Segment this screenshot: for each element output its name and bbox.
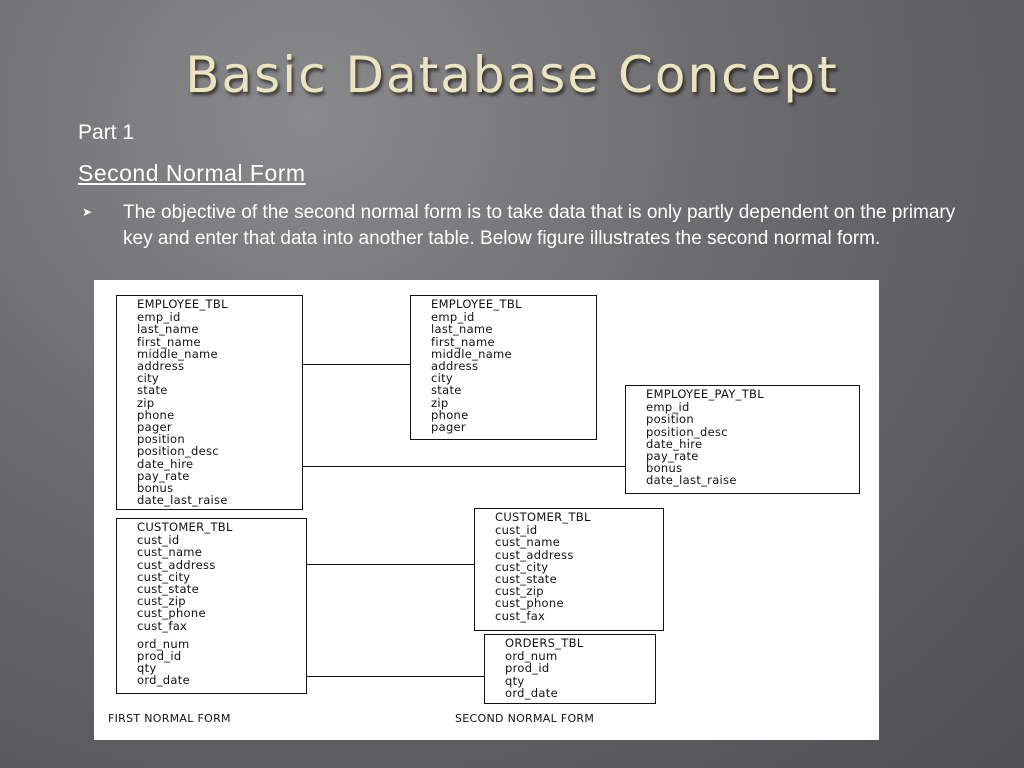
table-field: date_hire bbox=[646, 436, 703, 451]
field-list bbox=[137, 534, 306, 632]
table-field: state bbox=[431, 383, 462, 398]
table-field: cust_city bbox=[137, 569, 191, 584]
table-field: position_desc bbox=[137, 444, 219, 459]
table-field: cust_state bbox=[495, 572, 557, 587]
table-field: address bbox=[137, 359, 185, 374]
table-field: date_last_raise bbox=[137, 493, 228, 508]
table-field: date_hire bbox=[137, 456, 194, 471]
table-field: position_desc bbox=[646, 424, 728, 439]
table-field: ord_date bbox=[137, 673, 190, 688]
table-field: emp_id bbox=[137, 310, 181, 325]
table-field: pay_rate bbox=[137, 468, 190, 483]
table-field: cust_address bbox=[495, 547, 574, 562]
table-field: ord_num bbox=[505, 649, 558, 664]
table-field: qty bbox=[137, 661, 157, 676]
table-field: qty bbox=[505, 673, 525, 688]
table-field: ord_num bbox=[137, 636, 190, 651]
table-field: date_last_raise bbox=[646, 473, 737, 488]
table-field: pay_rate bbox=[646, 449, 699, 464]
normalization-figure bbox=[94, 280, 879, 740]
table-name: CUSTOMER_TBL bbox=[495, 510, 591, 524]
table-field: cust_state bbox=[137, 582, 199, 597]
field-list bbox=[431, 311, 596, 433]
table-field: bonus bbox=[646, 461, 683, 476]
table-name: ORDERS_TBL bbox=[505, 636, 584, 650]
table-field: prod_id bbox=[505, 661, 550, 676]
table-field: pager bbox=[137, 420, 172, 435]
connector-line bbox=[303, 364, 410, 365]
table-field: position bbox=[646, 412, 694, 427]
field-list bbox=[505, 650, 655, 699]
table-name: CUSTOMER_TBL bbox=[137, 520, 233, 534]
table-name: EMPLOYEE_TBL bbox=[431, 297, 522, 311]
table-field: emp_id bbox=[431, 310, 475, 325]
table-field: cust_phone bbox=[137, 606, 206, 621]
table-field: middle_name bbox=[137, 346, 218, 361]
table-field: cust_zip bbox=[495, 584, 544, 599]
table-field: state bbox=[137, 383, 168, 398]
table-name: EMPLOYEE_PAY_TBL bbox=[646, 387, 764, 401]
part-label: Part 1 bbox=[78, 121, 135, 144]
second-nf-customer-table bbox=[474, 508, 664, 631]
table-field: cust_id bbox=[495, 523, 538, 538]
table-field: cust_fax bbox=[137, 618, 188, 633]
second-nf-employee-table bbox=[410, 295, 597, 440]
table-field: pager bbox=[431, 420, 466, 435]
table-name: EMPLOYEE_TBL bbox=[137, 297, 228, 311]
table-field: last_name bbox=[431, 322, 493, 337]
table-field: zip bbox=[431, 395, 449, 410]
table-field: cust_name bbox=[137, 545, 203, 560]
table-field: prod_id bbox=[137, 649, 182, 664]
table-field: cust_phone bbox=[495, 596, 564, 611]
bullet-text: The objective of the second normal form is to take data that is only partly dependent on the primary key and enter that data into another table. Below figure illustrates the second normal form. bbox=[123, 202, 956, 249]
arrow-bullet-icon: ➤ bbox=[82, 205, 93, 219]
table-field: first_name bbox=[137, 334, 201, 349]
table-field: city bbox=[137, 371, 160, 386]
connector-line bbox=[307, 676, 484, 677]
first-nf-employee-table bbox=[116, 295, 303, 510]
second-nf-employee-pay-table bbox=[625, 385, 860, 494]
field-list bbox=[495, 524, 663, 622]
connector-line bbox=[303, 466, 625, 467]
connector-line bbox=[307, 564, 474, 565]
table-field: phone bbox=[137, 407, 175, 422]
table-field: cust_city bbox=[495, 559, 549, 574]
caption-first-normal-form: FIRST NORMAL FORM bbox=[108, 712, 231, 725]
table-field: middle_name bbox=[431, 346, 512, 361]
table-field: cust_name bbox=[495, 535, 561, 550]
table-field: ord_date bbox=[505, 685, 558, 700]
section-heading: Second Normal Form bbox=[78, 160, 306, 186]
slide-title: Basic Database Concept bbox=[185, 46, 839, 104]
table-field: phone bbox=[431, 407, 469, 422]
table-field: cust_address bbox=[137, 557, 216, 572]
second-nf-orders-table bbox=[484, 634, 656, 704]
table-field: bonus bbox=[137, 481, 174, 496]
table-field: zip bbox=[137, 395, 155, 410]
table-field: position bbox=[137, 432, 185, 447]
table-field: cust_id bbox=[137, 533, 180, 548]
table-field: emp_id bbox=[646, 400, 690, 415]
table-field: address bbox=[431, 359, 479, 374]
field-list-orders bbox=[137, 638, 306, 687]
field-list bbox=[646, 401, 859, 486]
table-field: last_name bbox=[137, 322, 199, 337]
table-field: city bbox=[431, 371, 454, 386]
caption-second-normal-form: SECOND NORMAL FORM bbox=[455, 712, 595, 725]
field-list bbox=[137, 311, 302, 506]
table-field: cust_fax bbox=[495, 608, 546, 623]
table-field: cust_zip bbox=[137, 594, 186, 609]
table-field: first_name bbox=[431, 334, 495, 349]
first-nf-customer-table bbox=[116, 518, 307, 694]
